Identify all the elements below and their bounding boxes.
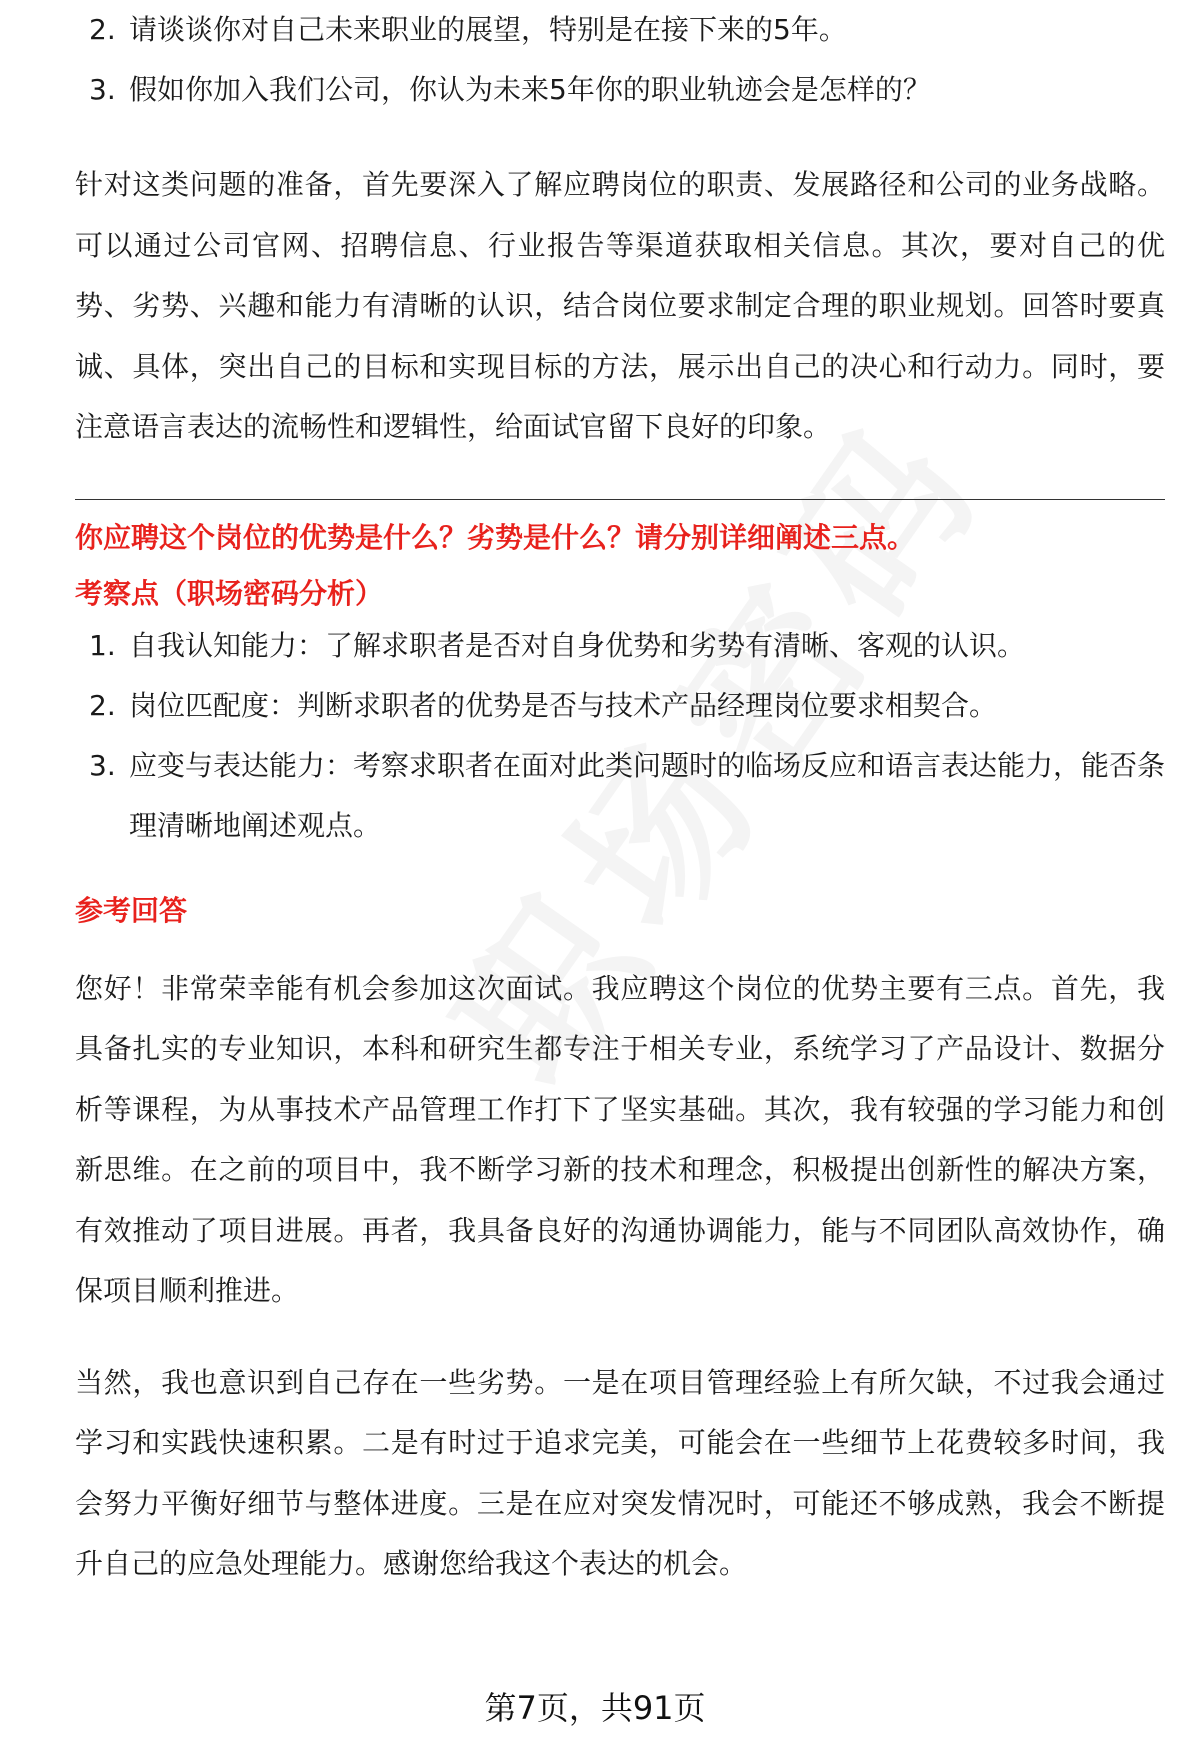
answer-paragraph-strengths: 您好！非常荣幸能有机会参加这次面试。我应聘这个岗位的优势主要有三点。首先，我具备扎实的专业知识，本科和研究生都专注于相关专业，系统学习了产品设计、数据分析等课程，为从事技术产品管理工作打下了坚实基础。其次，我有较强的学习能力和创新思维。在之前的项目中，我不断学习新的技术和理念，积极提出创新性的解决方案，有效推动了项目进展。再者，我具备良好的沟通协调能力，能与不同团队高效协作，确保项目顺利推进。 <box>75 971 1165 1307</box>
list-item <box>75 676 1165 736</box>
list-number: 2. <box>89 13 116 46</box>
list-text: 请谈谈你对自己未来职业的展望，特别是在接下来的5年。 <box>129 13 847 46</box>
document-page <box>75 0 1165 1595</box>
page-number-footer: 第7页，共91页 <box>484 1689 706 1727</box>
exam-points-list <box>75 616 1165 856</box>
list-number: 2. <box>89 688 116 722</box>
list-item <box>75 60 1165 120</box>
list-text: 假如你加入我们公司，你认为未来5年你的职业轨迹会是怎样的？ <box>129 73 931 106</box>
list-number: 3. <box>89 73 116 106</box>
answer-paragraph-weaknesses: 当然，我也意识到自己存在一些劣势。一是在项目管理经验上有所欠缺，不过我会通过学习和实践快速积累。二是有时过于追求完美，可能会在一些细节上花费较多时间，我会努力平衡好细节与整体进度。三是在应对突发情况时，可能还不够成熟，我会不断提升自己的应急处理能力。感谢您给我这个表达的机会。 <box>75 1365 1165 1580</box>
section-divider <box>75 499 1165 500</box>
preparation-paragraph: 针对这类问题的准备，首先要深入了解应聘岗位的职责、发展路径和公司的业务战略。可以通过公司官网、招聘信息、行业报告等渠道获取相关信息。其次，要对自己的优势、劣势、兴趣和能力有清晰的认识，结合岗位要求制定合理的职业规划。回答时要真诚、具体，突出自己的目标和实现目标的方法，展示出自己的决心和行动力。同时，要注意语言表达的流畅性和逻辑性，给面试官留下良好的印象。 <box>75 168 1165 443</box>
list-text: 应变与表达能力：考察求职者在面对此类问题时的临场反应和语言表达能力，能否条理清晰地阐述观点。 <box>129 748 1166 842</box>
question-list <box>75 0 1165 120</box>
list-text: 岗位匹配度：判断求职者的优势是否与技术产品经理岗位要求相契合。 <box>129 688 998 722</box>
list-item <box>75 616 1165 676</box>
list-number: 1. <box>89 628 116 662</box>
list-text: 自我认知能力：了解求职者是否对自身优势和劣势有清晰、客观的认识。 <box>129 628 1026 662</box>
answer-label: 参考回答 <box>75 893 188 927</box>
list-number: 3. <box>89 748 116 782</box>
question-heading: 你应聘这个岗位的优势是什么？劣势是什么？请分别详细阐述三点。 <box>75 520 916 554</box>
list-item <box>75 0 1165 60</box>
exam-points-label: 考察点（职场密码分析） <box>75 576 384 610</box>
list-item <box>75 736 1165 856</box>
